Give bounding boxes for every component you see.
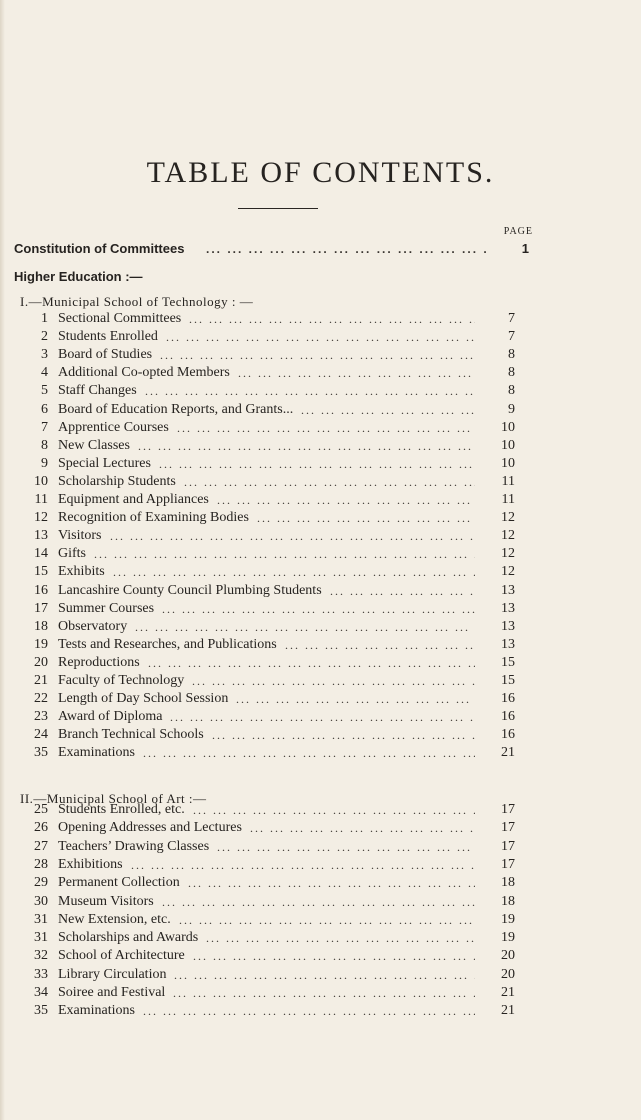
dot-leader <box>238 364 475 382</box>
toc-entry-label: Apprentice Courses <box>58 419 169 435</box>
toc-entry[interactable] <box>28 346 515 364</box>
toc-entry-label: Examinations <box>58 1003 135 1019</box>
dot-leader <box>179 911 475 929</box>
toc-entry-label: Students Enrolled, etc. <box>58 802 185 817</box>
toc-entry-label: Museum Visitors <box>58 893 154 909</box>
dot-leader <box>206 929 475 947</box>
toc-entry-page: 8 <box>508 347 515 363</box>
toc-entry-page: 12 <box>501 510 515 526</box>
dot-leader <box>301 401 475 419</box>
toc-entry-label: Tests and Researches, and Publications <box>58 636 277 652</box>
toc-entry-page: 21 <box>501 985 515 1000</box>
toc-entry[interactable] <box>28 984 515 1002</box>
toc-entry-page: 18 <box>501 893 515 909</box>
dot-leader <box>173 984 475 1002</box>
toc-entry-number: 11 <box>34 492 48 507</box>
toc-entry[interactable] <box>28 744 515 762</box>
toc-entry-number: 19 <box>34 636 48 652</box>
toc-entry[interactable] <box>28 310 515 328</box>
toc-entry-label: Opening Addresses and Lectures <box>58 820 242 836</box>
toc-entry[interactable] <box>28 455 515 473</box>
toc-entry[interactable] <box>28 708 515 726</box>
toc-entry-label: Board of Education Reports, and Grants... <box>58 401 294 417</box>
toc-entry-label: Permanent Collection <box>58 875 180 891</box>
toc-entry[interactable] <box>28 527 515 545</box>
toc-entry[interactable] <box>28 382 515 400</box>
toc-entry-page: 10 <box>501 437 515 453</box>
toc-entry-label: Examinations <box>58 745 135 761</box>
toc-entry[interactable] <box>28 672 515 690</box>
toc-entry-page: 17 <box>501 802 515 817</box>
toc-entry-page: 13 <box>501 618 515 634</box>
toc-entry-label: Summer Courses <box>58 600 155 616</box>
toc-entry-number: 14 <box>34 546 48 562</box>
higher-education-heading: Higher Education :— <box>14 269 143 284</box>
toc-entry-label: Length of Day School Session <box>58 691 229 707</box>
toc-entry-page: 7 <box>508 311 515 326</box>
toc-entry[interactable] <box>28 419 515 437</box>
toc-entry[interactable] <box>28 364 515 382</box>
dot-leader <box>166 328 475 346</box>
toc-entry-number: 10 <box>34 473 48 489</box>
toc-entry-label: Gifts <box>58 546 86 562</box>
dot-leader <box>145 382 475 400</box>
toc-entry[interactable] <box>28 929 515 947</box>
toc-entry-page: 12 <box>501 564 515 580</box>
dot-leader <box>184 473 475 491</box>
dot-leader <box>143 744 475 762</box>
toc-entry-label: Staff Changes <box>58 383 137 399</box>
toc-entry-page: 13 <box>501 582 515 598</box>
toc-entry-label: Sectional Committees <box>58 311 182 326</box>
toc-entry-page: 13 <box>501 600 515 616</box>
toc-entry[interactable] <box>28 654 515 672</box>
page-title: TABLE OF CONTENTS. <box>146 156 495 189</box>
toc-entry-page: 12 <box>501 546 515 562</box>
toc-entry-number: 33 <box>34 966 48 982</box>
toc-entry-page: 15 <box>501 654 515 670</box>
toc-entry-label: Additional Co-opted Members <box>58 365 230 381</box>
page-column-header: PAGE <box>503 226 533 237</box>
toc-entry-label: Board of Studies <box>58 347 153 363</box>
toc-entry[interactable] <box>28 801 515 819</box>
dot-leader <box>206 240 488 258</box>
toc-entry-page: 10 <box>501 455 515 471</box>
toc-entry[interactable] <box>28 600 515 618</box>
toc-entry-page: 16 <box>501 709 515 725</box>
toc-entry-number: 2 <box>41 329 48 345</box>
toc-entry[interactable] <box>28 947 515 965</box>
dot-leader <box>217 838 475 856</box>
toc-entry[interactable] <box>28 618 515 636</box>
toc-entry[interactable] <box>28 838 515 856</box>
toc-entry-page: 19 <box>501 930 515 946</box>
toc-entry-page: 7 <box>508 329 515 345</box>
dot-leader <box>236 690 475 708</box>
dot-leader <box>188 874 475 892</box>
toc-entry-page: 11 <box>501 492 515 507</box>
toc-entry-number: 13 <box>34 528 48 544</box>
toc-entry-page: 15 <box>501 673 515 688</box>
toc-entry-number: 18 <box>34 618 48 634</box>
section-heading-art: II.—Municipal School of Art :— <box>20 791 207 806</box>
toc-entry-label: Recognition of Examining Bodies <box>58 510 249 526</box>
dot-leader <box>135 618 475 636</box>
toc-entry-number: 32 <box>34 948 48 964</box>
toc-entry-page: 9 <box>508 401 515 417</box>
toc-entry-number: 28 <box>34 856 48 872</box>
toc-entry-label: School of Architecture <box>58 948 185 964</box>
toc-entry-label: New Classes <box>58 437 130 453</box>
toc-entry-number: 5 <box>41 383 48 399</box>
dot-leader <box>177 419 475 437</box>
dot-leader <box>250 819 475 837</box>
toc-entry-page: 13 <box>501 636 515 652</box>
toc-entry-page: 17 <box>501 820 515 836</box>
toc-entry-page: 20 <box>501 966 515 982</box>
dot-leader <box>143 1002 475 1020</box>
toc-entry[interactable] <box>28 726 515 744</box>
toc-entry-number: 15 <box>34 564 48 580</box>
toc-entry-number: 31 <box>34 930 48 946</box>
dot-leader <box>138 437 475 455</box>
toc-entry-number: 35 <box>34 745 48 761</box>
toc-entry-number: 9 <box>41 455 48 471</box>
toc-entry-label: Library Circulation <box>58 966 167 982</box>
toc-entry-number: 31 <box>34 911 48 927</box>
toc-entry[interactable] <box>28 636 515 654</box>
toc-entry-label: Observatory <box>58 618 128 634</box>
toc-entry-number: 3 <box>41 347 48 363</box>
toc-entry-number: 20 <box>34 654 48 670</box>
toc-entry-number: 27 <box>34 838 48 854</box>
toc-entry[interactable] <box>28 563 515 581</box>
toc-entry-label: Lancashire County Council Plumbing Students <box>58 582 322 598</box>
toc-entry[interactable] <box>28 437 515 455</box>
toc-entry[interactable] <box>28 473 515 491</box>
toc-entry-page: 19 <box>501 911 515 927</box>
toc-entry-label: Equipment and Appliances <box>58 492 209 507</box>
toc-entry-number: 26 <box>34 820 48 836</box>
toc-entry[interactable] <box>28 582 515 600</box>
dot-leader <box>330 582 475 600</box>
toc-entry-label: Students Enrolled <box>58 329 158 345</box>
dot-leader <box>174 966 475 984</box>
toc-entry-page: 21 <box>501 1003 515 1019</box>
dot-leader <box>170 708 475 726</box>
toc-entry-number: 17 <box>34 600 48 616</box>
dot-leader <box>162 893 475 911</box>
toc-entry-number: 25 <box>34 802 48 817</box>
toc-entry[interactable] <box>28 1002 515 1020</box>
dot-leader <box>113 563 475 581</box>
toc-entry-number: 21 <box>34 673 48 688</box>
toc-entry-label: Special Lectures <box>58 455 151 471</box>
toc-entry-number: 30 <box>34 893 48 909</box>
toc-entry-label: Visitors <box>58 528 102 544</box>
toc-entry-label: Faculty of Technology <box>58 673 185 688</box>
toc-entry[interactable] <box>28 966 515 984</box>
dot-leader <box>193 947 475 965</box>
dot-leader <box>131 856 475 874</box>
toc-entry-number: 29 <box>34 875 48 891</box>
dot-leader <box>285 636 475 654</box>
toc-entry-constitution[interactable] <box>14 240 529 258</box>
toc-entry-page: 21 <box>501 745 515 761</box>
dot-leader <box>94 545 475 563</box>
dot-leader <box>257 509 475 527</box>
toc-entry[interactable] <box>28 401 515 419</box>
toc-entry[interactable] <box>28 819 515 837</box>
toc-entry[interactable] <box>28 690 515 708</box>
dot-leader <box>162 600 475 618</box>
toc-entry-label: Teachers’ Drawing Classes <box>58 838 210 854</box>
dot-leader <box>212 726 475 744</box>
dot-leader <box>192 672 475 690</box>
dot-leader <box>110 527 475 545</box>
dot-leader <box>217 491 475 509</box>
toc-entry[interactable] <box>28 911 515 929</box>
section-heading-technology: I.—Municipal School of Technology : — <box>20 294 254 309</box>
title-divider <box>238 208 318 209</box>
toc-entry[interactable] <box>28 328 515 346</box>
toc-entry-page: 8 <box>508 365 515 381</box>
dot-leader <box>193 801 475 819</box>
toc-entry-number: 4 <box>41 365 48 381</box>
toc-entry-label: Constitution of Committees <box>14 241 185 256</box>
toc-entry-label: Branch Technical Schools <box>58 727 204 743</box>
toc-entry-page: 12 <box>501 528 515 544</box>
toc-entry-number: 23 <box>34 709 48 725</box>
toc-entry-page: 1 <box>521 241 529 256</box>
toc-entry-number: 6 <box>41 401 48 417</box>
dot-leader <box>159 455 475 473</box>
toc-entry-number: 35 <box>34 1003 48 1019</box>
toc-entry-number: 12 <box>34 510 48 526</box>
toc-entry-label: Award of Diploma <box>58 709 163 725</box>
toc-entry-number: 34 <box>34 985 48 1000</box>
dot-leader <box>160 346 475 364</box>
toc-entry-number: 16 <box>34 582 48 598</box>
toc-entry-page: 10 <box>501 419 515 435</box>
toc-entry-number: 1 <box>41 311 48 326</box>
toc-entry[interactable] <box>28 509 515 527</box>
toc-entry-page: 16 <box>501 727 515 743</box>
toc-entry-label: Reproductions <box>58 654 140 670</box>
toc-entry-page: 20 <box>501 948 515 964</box>
toc-entry-page: 8 <box>508 383 515 399</box>
toc-entry-label: Scholarships and Awards <box>58 930 199 946</box>
toc-entry-number: 8 <box>41 437 48 453</box>
toc-entry-page: 17 <box>501 838 515 854</box>
toc-entry-label: Exhibitions <box>58 856 123 872</box>
toc-entry-page: 11 <box>501 473 515 489</box>
toc-entry[interactable] <box>28 856 515 874</box>
toc-entry-number: 24 <box>34 727 48 743</box>
dot-leader <box>189 310 475 328</box>
toc-entry[interactable] <box>28 545 515 563</box>
toc-entry-page: 16 <box>501 691 515 707</box>
toc-entry-page: 17 <box>501 856 515 872</box>
toc-entry-label: Exhibits <box>58 564 105 580</box>
toc-entry-label: Soiree and Festival <box>58 985 166 1000</box>
toc-entry-label: Scholarship Students <box>58 473 176 489</box>
toc-entry-number: 7 <box>41 419 48 435</box>
toc-entry[interactable] <box>28 491 515 509</box>
toc-entry[interactable] <box>28 874 515 892</box>
toc-entry[interactable] <box>28 893 515 911</box>
toc-entry-number: 22 <box>34 691 48 707</box>
toc-entry-page: 18 <box>501 875 515 891</box>
dot-leader <box>148 654 475 672</box>
toc-entry-label: New Extension, etc. <box>58 911 171 927</box>
